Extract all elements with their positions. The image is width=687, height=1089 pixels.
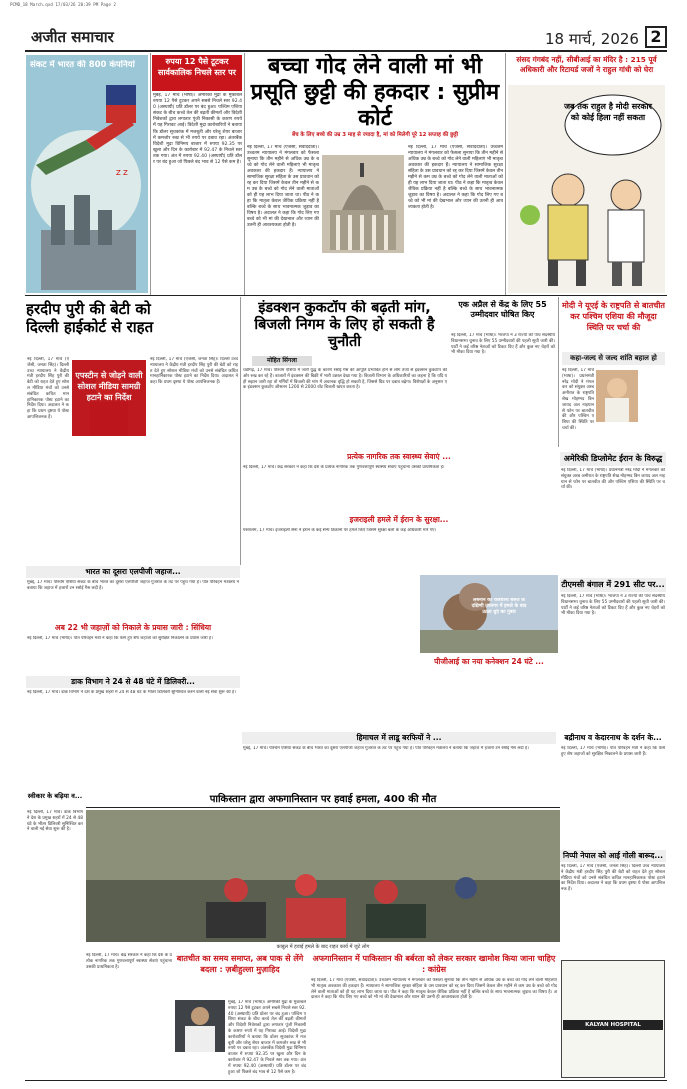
- pak-afgh-body: नई दिल्ली, 17 मार्च। केंद्र सरकार ने कहा कि देश के प्रत्येक नागरिक तक गुणवत्तापूर्ण स्वास्थ्य सेवाएं पहुंचाना उसकी प्राथमिकता है।: [86, 953, 172, 970]
- induction-headline: इंडक्शन कुकटॉप की बढ़ती मांग, बिजली निगम के लिए हो सकती है चुनौती: [254, 300, 435, 350]
- column-rule: [150, 53, 151, 296]
- beirut-photo-caption: लेबनान की राजधानी बेरूत के दक्षिणी उपनगर में हमले के बाद उठता धुएं का गुबार: [471, 598, 527, 615]
- print-slug: PCMD_18 March.qxd 17/03/26 20:39 PM Page 2: [10, 2, 116, 7]
- ek-apr-body: नई दिल्ली, 17 मार्च (भाषा)। भाजपा ने 3 राज्यों की पांच सदस्यीय विधानसभा चुनाव के लिए 55 उम्मीदवारों की पहली सूची जारी की। पार्टी ने कई वरिष्ठ नेताओं को टिकट दिए हैं और कुछ नए चेहरों को भी मौका दिया गया है।: [451, 333, 555, 356]
- batchit-body: मुंबई, 17 मार्च (भाषा)। अमेरिकी मुद्रा के मुकाबले रुपया 12 पैसे टूटकर अपने सबसे निचले स्तर 92.40 (अस्थायी) प्रति डॉलर पर बंद हुआ। पश्चिम एशिया संकट के बीच कच्चे तेल की बढ़ती कीमतों और विदेशी निवेशकों द्वारा लगातार पूंजी निकासी के कारण रुपये में यह गिरावट आई। विदेशी मुद्रा कारोबारियों ने बताया कि डॉलर सूचकांक में मजबूती और घरेलू शेयर बाजार में कमजोर रुख से भी रुपये पर दबाव रहा। अंतरबैंक विदेशी मुद्रा विनिमय बाजार में रुपया 92.35 पर खुला और दिन के कारोबार में 92.47 के निचले स्तर तक गया। अंत में रुपया 92.40 (अस्थायी) प्रति डॉलर पर बंद हुआ जो पिछले बंद भाव से 12 पैसे कम है।: [228, 1000, 306, 1075]
- main-subhead: बेंच के लिए बच्चे की उम्र 3 माह से ज्यादा है, मां को मिलेगी पूरे 12 सप्ताह की छुट्टी: [292, 132, 458, 138]
- mahila-headline: प्रत्येक नागरिक तक स्वास्थ्य सेवाएं ...: [347, 452, 451, 461]
- congress-headline: अफगानिस्तान में पाकिस्तान की बर्बरता को लेकर सरकार खामोश किया जाना चाहिए : कांग्रेस: [312, 954, 556, 974]
- column-rule: [505, 53, 506, 296]
- footer-rule: [25, 1080, 667, 1081]
- rupee-body: मुंबई, 17 मार्च (भाषा)। अमेरिकी मुद्रा के मुकाबले रुपया 12 पैसे टूटकर अपने सबसे निचले स्तर 92.40 (अस्थायी) प्रति डॉलर पर बंद हुआ। पश्चिम एशिया संकट के बीच कच्चे तेल की बढ़ती कीमतों और विदेशी निवेशकों द्वारा लगातार पूंजी निकासी के कारण रुपये में यह गिरावट आई। विदेशी मुद्रा कारोबारियों ने बताया कि डॉलर सूचकांक में मजबूती और घरेलू शेयर बाजार में कमजोर रुख से भी रुपये पर दबाव रहा। अंतरबैंक विदेशी मुद्रा विनिमय बाजार में रुपया 92.35 पर खुला और दिन के कारोबार में 92.47 के निचले स्तर तक गया। अंत में रुपया 92.40 (अस्थायी) प्रति डॉलर पर बंद हुआ जो पिछले बंद भाव से 12 पैसे कम है।: [153, 93, 242, 166]
- hardeep-body-right: नई दिल्ली, 17 मार्च (एजेंसी, जनता सिंह)। दिल्ली उच्च न्यायालय ने केंद्रीय मंत्री हरदीप सिंह पुरी की बेटी को राहत देते हुए सोशल मीडिया मंचों को उनसे संबंधित कथित मानहानिकारक पोस्ट हटाने का निर्देश दिया। अदालत ने कहा कि प्रथम दृष्टया ये पोस्ट आपत्तिजनक हैं।: [150, 357, 238, 386]
- america-body: नई दिल्ली, 17 मार्च (भाषा)। प्रधानमंत्री नरेंद्र मोदी ने मंगलवार को संयुक्त अरब अमीरात के राष्ट्रपति शेख मोहम्मद बिन जायद अल नाहयान से फोन पर बातचीत की और पश्चिम एशिया की स्थिति पर चर्चा की।: [561, 468, 665, 491]
- hardeep-headline: हरदीप पुरी की बेटी को दिल्ली हाईकोर्ट से राहत: [26, 300, 154, 336]
- america-headline: अमेरिकी डिप्लोमेट ईरान के विरुद्ध: [560, 452, 666, 466]
- tmc-body: नई दिल्ली, 17 मार्च (भाषा)। भाजपा ने 3 राज्यों की पांच सदस्यीय विधानसभा चुनाव के लिए 55 उम्मीदवारों की पहली सूची जारी की। पार्टी ने कई वरिष्ठ नेताओं को टिकट दिए हैं और कुछ नए चेहरों को भी मौका दिया गया है।: [561, 594, 665, 617]
- cartoon-top-caption: संसद गंगबंद नहीं, सीबीआई का मंदिर है : 215 पूर्व अधिकारी और रिटायर्ड जजों ने राहुल गांधी को घेरा: [516, 55, 657, 74]
- column-rule: [244, 53, 245, 296]
- himachal-headline: हिमाचल में लाडू बरफियों ने ...: [242, 732, 556, 744]
- column-rule: [558, 297, 559, 447]
- batchit-headline: बातचीत का समय समाप्त, अब पाक से लेंगे बदला : ज़बीहुल्ला मुज़ाहिद: [176, 954, 304, 974]
- pak-afgh-headline: पाकिस्तान द्वारा अफगानिस्तान पर हवाई हमला, 400 की मौत: [86, 792, 560, 808]
- main-headline: बच्चा गोद लेने वाली मां भी प्रसूति छुट्टी की हकदार : सुप्रीम कोर्ट: [250, 54, 500, 130]
- cartoon-speech: जब तक राहुल है मोदी सरकार को कोई हिला नहीं सकता: [564, 102, 652, 122]
- induction-byline: मोहित सिंगला: [252, 356, 312, 366]
- mahila-body: नई दिल्ली, 17 मार्च। केंद्र सरकार ने कहा कि देश के प्रत्येक नागरिक तक गुणवत्तापूर्ण स्वास्थ्य सेवाएं पहुंचाना उसकी प्राथमिकता है।: [243, 465, 445, 470]
- hardeep-body-left: नई दिल्ली, 17 मार्च (एजेंसी, जनता सिंह)। दिल्ली उच्च न्यायालय ने केंद्रीय मंत्री हरदीप सिंह पुरी की बेटी को राहत देते हुए सोशल मीडिया मंचों को उनसे संबंधित कथित मानहानिकारक पोस्ट हटाने का निर्देश दिया। अदालत ने कहा कि प्रथम दृष्टया ये पोस्ट आपत्तिजनक हैं।: [27, 357, 69, 420]
- modi-body: नई दिल्ली, 17 मार्च (भाषा)। प्रधानमंत्री नरेंद्र मोदी ने मंगलवार को संयुक्त अरब अमीरात के राष्ट्रपति शेख मोहम्मद बिन जायद अल नाहयान से फोन पर बातचीत की और पश्चिम एशिया की स्थिति पर चर्चा की।: [562, 368, 594, 431]
- ek-apr-headline: एक अप्रैल से केंद्र के लिए 55 उम्मीदवार घोषित किए: [458, 300, 547, 319]
- column-rule: [240, 297, 241, 565]
- badrinath-body: नई दिल्ली, 17 मार्च (भाषा)। पोत परिवहन मंत्री ने कहा कि फंसे हुए शेष जहाजों को सुरक्षित निकालने के प्रयास जारी हैं।: [561, 746, 665, 757]
- wazir-body: नई दिल्ली, 17 मार्च (भाषा)। पोत परिवहन मंत्री ने कहा कि फंसे हुए शेष जहाजों को सुरक्षित निकालने के प्रयास जारी हैं।: [27, 636, 213, 641]
- kabul-photo-caption: काबुल में हवाई हमले के बाद राहत कार्य में जुटे लोग: [276, 944, 370, 950]
- crisis-illustration: [26, 55, 148, 293]
- masthead-date: 18 मार्च, 2026: [545, 30, 639, 48]
- modi-subhead: कहा-जल्द से जल्द शांति बहाल हो: [562, 352, 665, 365]
- main-body-right: नई दिल्ली, 17 मार्च (एजेंसी, संवाददाता)। उच्चतम न्यायालय ने मंगलवार को फैसला सुनाया कि तीन महीने से अधिक उम्र के बच्चे को गोद लेने वाली महिलाएं भी मातृत्व अवकाश की हकदार हैं। न्यायालय ने सामाजिक सुरक्षा संहिता के उस प्रावधान को रद्द कर दिया जिसमें केवल तीन महीने से कम उम्र के बच्चे को गोद लेने वाली माताओं को ही यह लाभ दिया जाता था। पीठ ने कहा कि मातृत्व केवल जैविक प्रक्रिया नहीं है बल्कि बच्चे के साथ भावनात्मक जुड़ाव का विषय है। अदालत ने कहा कि गोद लिए गए बच्चे को भी मां की देखभाल और ध्यान की उतनी ही आवश्यकता होती है।: [408, 145, 503, 210]
- hardeep-photo-caption: एपस्टीन से जोड़ने वाली सोशल मीडिया सामग्री हटाने का निर्देश: [72, 360, 146, 436]
- himachal-body: मुंबई, 17 मार्च। पश्चिम एशिया संकट के बीच भारत का दूसरा एलपीजी जहाज गुजरात के तट पर पहुंच गया है। पोत परिवहन मंत्रालय ने बताया कि जहाज में हजारों टन रसोई गैस लदी है।: [243, 746, 529, 751]
- israel-headline: इजराइली हमले में ईरान के सुरक्षा...: [349, 515, 449, 524]
- main-body-left: नई दिल्ली, 17 मार्च (एजेंसी, संवाददाता)। उच्चतम न्यायालय ने मंगलवार को फैसला सुनाया कि तीन महीने से अधिक उम्र के बच्चे को गोद लेने वाली महिलाएं भी मातृत्व अवकाश की हकदार हैं। न्यायालय ने सामाजिक सुरक्षा संहिता के उस प्रावधान को रद्द कर दिया जिसमें केवल तीन महीने से कम उम्र के बच्चे को गोद लेने वाली माताओं को ही यह लाभ दिया जाता था। पीठ ने कहा कि मातृत्व केवल जैविक प्रक्रिया नहीं है बल्कि बच्चे के साथ भावनात्मक जुड़ाव का विषय है। अदालत ने कहा कि गोद लिए गए बच्चे को भी मां की देखभाल और ध्यान की उतनी ही आवश्यकता होती है।: [247, 145, 319, 228]
- crisis-title: संकट में भारत की 800 कंपनियां: [30, 60, 135, 70]
- hospital-ad: [561, 960, 665, 1078]
- masthead-paper-name: अजीत समाचार: [31, 28, 114, 46]
- mujahid-photo: [175, 1000, 225, 1052]
- swikar-body: नई दिल्ली, 17 मार्च। डाक विभाग ने देश के प्रमुख शहरों में 24 से 48 घंटे के भीतर डिलिवरी सुनिश्चित करने वाली नई सेवा शुरू की है।: [27, 810, 83, 833]
- dak-body: नई दिल्ली, 17 मार्च। डाक विभाग ने देश के प्रमुख शहरों में 24 से 48 घंटे के भीतर डिलिवरी सुनिश्चित करने वाली नई सेवा शुरू की है।: [27, 690, 236, 695]
- wazir-headline: अब 22 भी जहाज़ों को निकाले के प्रयास जारी : सिंधिया: [54, 623, 212, 632]
- section-rule: [25, 295, 667, 296]
- pg-headline: पीजीआई का नया कनेक्शन 24 घंटे ...: [434, 657, 544, 666]
- dak-headline: डाक विभाग ने 24 से 48 घंटे में डिलिवरी...: [26, 676, 240, 688]
- nepal-headline: निप्पी नेपाल को आई गोली बारूद...: [560, 850, 666, 862]
- tmc-headline: टीएमसी बंगाल में 291 सीट पर...: [560, 578, 666, 592]
- nepal-body: नई दिल्ली, 17 मार्च (एजेंसी, जनता सिंह)। दिल्ली उच्च न्यायालय ने केंद्रीय मंत्री हरदीप सिंह पुरी की बेटी को राहत देते हुए सोशल मीडिया मंचों को उनसे संबंधित कथित मानहानिकारक पोस्ट हटाने का निर्देश दिया। अदालत ने कहा कि प्रथम दृष्टया ये पोस्ट आपत्तिजनक हैं।: [561, 864, 665, 893]
- swikar-headline: स्वीकार के बढ़िया व...: [27, 792, 83, 800]
- badrinath-headline: बद्रीनाथ व केदारनाथ के दर्शन के...: [564, 733, 662, 742]
- masthead-rule: [25, 50, 667, 52]
- supreme-court-photo: [322, 155, 404, 253]
- svg-text:Z Z: Z Z: [116, 169, 128, 177]
- bharat-lpg-body: मुंबई, 17 मार्च। पश्चिम एशिया संकट के बीच भारत का दूसरा एलपीजी जहाज गुजरात के तट पर पहुंच गया है। पोत परिवहन मंत्रालय ने बताया कि जहाज में हजारों टन रसोई गैस लदी है।: [27, 580, 239, 591]
- modi-photo: [596, 370, 638, 422]
- page-number: 2: [645, 26, 667, 48]
- rupee-headline: रुपया 12 पैसे टूटकर सार्वकालिक निचले स्तर पर: [152, 55, 242, 91]
- hospital-ad-title: KALYAN HOSPITAL: [563, 1020, 663, 1030]
- bharat-lpg-headline: भारत का दूसरा एलपीजी जहाज...: [26, 566, 240, 578]
- congress-body: नई दिल्ली, 17 मार्च (एजेंसी, संवाददाता)। उच्चतम न्यायालय ने मंगलवार को फैसला सुनाया कि तीन महीने से अधिक उम्र के बच्चे को गोद लेने वाली महिलाएं भी मातृत्व अवकाश की हकदार हैं। न्यायालय ने सामाजिक सुरक्षा संहिता के उस प्रावधान को रद्द कर दिया जिसमें केवल तीन महीने से कम उम्र के बच्चे को गोद लेने वाली माताओं को ही यह लाभ दिया जाता था। पीठ ने कहा कि मातृत्व केवल जैविक प्रक्रिया नहीं है बल्कि बच्चे के साथ भावनात्मक जुड़ाव का विषय है। अदालत ने कहा कि गोद लिए गए बच्चे को भी मां की देखभाल और ध्यान की उतनी ही आवश्यकता होती है।: [311, 978, 557, 1001]
- kabul-photo: [86, 810, 560, 942]
- israel-body: यरुशलम, 17 मार्च। इजराइली सेना ने ईरान के कई सैन्य ठिकानों पर हमले किए जिसमें सुरक्षा बलों के कई अधिकारी मारे गए।: [243, 528, 437, 533]
- induction-body: चंडीगढ़, 17 मार्च। पश्चिम एशिया में जारी युद्ध के कारण रसोई गैस की आपूर्ति प्रभावित होने से लोग तेजी से इंडक्शन कुकटॉप की ओर रुख कर रहे हैं। बाजारों में इंडक्शन की बिक्री में भारी उछाल देखा गया है। बिजली विभाग के अधिकारियों का कहना है कि यदि यही रुझान जारी रहा तो गर्मियों में बिजली की मांग में अचानक वृद्धि हो सकती है, जिससे ग्रिड पर दबाव बढ़ेगा। विशेषज्ञों के अनुसार एक इंडक्शन कुकटॉप औसतन 1200 से 2000 वॉट बिजली खपत करता है।: [243, 368, 447, 391]
- modi-headline: मोदी ने यूएई के राष्ट्रपति से बातचीत कर पश्चिम एशिया की मौजूदा स्थिति पर चर्चा की: [562, 301, 665, 332]
